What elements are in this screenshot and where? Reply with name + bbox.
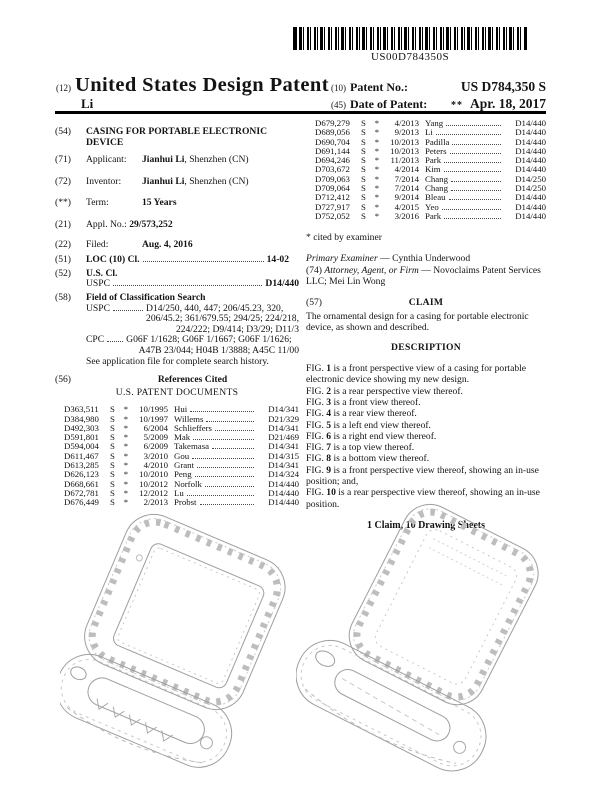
figure-description-line	[306, 431, 546, 442]
ref-patent-number: D694,246	[315, 155, 350, 166]
figure-front-perspective	[60, 496, 298, 798]
fig-prefix: FIG.	[306, 453, 327, 465]
fig-text: is a rear perspective view thereof, showing an in-use position.	[306, 487, 540, 510]
cpc-classes: G06F 1/1628; G06F 1/1667; G06F 1/1626;	[126, 334, 292, 346]
leader-dots	[206, 421, 254, 422]
ref-patent-number: D594,004	[64, 441, 99, 452]
ref-kind-code: S	[361, 127, 366, 138]
ref-patent-number: D691,144	[315, 145, 350, 156]
ref-date: 3/2016	[394, 210, 419, 221]
ref-inventor-name: Willems	[174, 413, 204, 424]
fig-prefix: FIG.	[306, 487, 327, 499]
figure-description-line	[306, 453, 546, 464]
fig-number: 1	[326, 363, 332, 375]
fig-number: 8	[326, 453, 332, 465]
term-label: Term:	[86, 197, 109, 209]
fig-number: 2	[326, 385, 332, 397]
ref-classification: D21/469	[268, 432, 299, 443]
ref-date: 9/2014	[394, 192, 419, 203]
ref-star: *	[374, 201, 380, 212]
uspc-label: USPC	[86, 302, 110, 314]
ref-patent-number: D712,412	[315, 192, 350, 203]
references-heading: References Cited	[157, 374, 228, 386]
field-inventor	[55, 177, 299, 188]
ref-inventor-name: Schlieffers	[174, 422, 212, 433]
ref-inventor-name: Li	[425, 127, 433, 138]
figure-description-line	[306, 420, 546, 431]
ref-inventor-name: Yeo	[425, 201, 439, 212]
field-term	[55, 198, 299, 209]
ref-date: 7/2014	[394, 183, 419, 194]
ref-date: 7/2014	[394, 173, 419, 184]
ref-kind-code: S	[361, 192, 366, 203]
ref-date: 10/1995	[139, 404, 168, 415]
field-code: (71)	[55, 154, 71, 166]
header-right	[331, 79, 546, 113]
ref-patent-number: D690,704	[315, 136, 350, 147]
field-us-cl	[55, 269, 299, 290]
description-heading: DESCRIPTION	[391, 342, 461, 354]
fig-text: is a rear view thereof.	[331, 408, 417, 420]
ref-inventor-name: Chang	[425, 183, 448, 194]
ref-inventor-name: Probst	[174, 497, 197, 508]
leader-dots	[212, 448, 254, 449]
date-label: Date of Patent:	[350, 97, 428, 111]
ref-star: *	[123, 441, 129, 452]
ref-date: 9/2013	[394, 127, 419, 138]
ref-date: 10/2013	[390, 136, 419, 147]
ref-date: 4/2013	[394, 118, 419, 128]
ref-patent-number: D591,801	[64, 432, 99, 443]
leader-dots	[193, 439, 254, 440]
figure-descriptions	[306, 363, 546, 510]
ref-classification: D14/440	[515, 136, 546, 147]
ref-patent-number: D492,303	[64, 422, 99, 433]
ref-inventor-name: Gou	[174, 450, 190, 461]
header-rule	[55, 111, 546, 114]
fig-text: is a top view thereof.	[331, 442, 415, 454]
ref-star: *	[123, 497, 129, 508]
ref-patent-number: D613,285	[64, 460, 99, 471]
date-note: **	[450, 100, 463, 111]
ref-patent-number: D363,511	[64, 404, 99, 415]
patent-no-value: US D784,350 S	[460, 79, 546, 94]
fig-text: is a front perspective view of a casing for portable electronic device showing my new design.	[306, 363, 527, 386]
fig-prefix: FIG.	[306, 442, 327, 454]
inventor-location: , Shenzhen (CN)	[184, 175, 249, 187]
page-title: United States Design Patent	[75, 74, 329, 96]
figure-rear-perspective	[296, 492, 552, 794]
examiner-label: Primary Examiner	[306, 252, 378, 264]
figure-description-line	[306, 442, 546, 453]
field-classification-search	[55, 293, 299, 367]
examiner-name: Cynthia Underwood	[392, 252, 471, 264]
filed-value: Aug. 4, 2016	[142, 238, 193, 250]
header-left	[56, 74, 336, 110]
applicant-location: , Shenzhen (CN)	[184, 154, 249, 166]
patent-number-row	[331, 79, 546, 96]
leader-dots	[444, 218, 501, 219]
ref-classification: D14/341	[268, 422, 299, 433]
ref-star: *	[374, 127, 380, 138]
leader-dots	[446, 125, 501, 126]
ref-kind-code: S	[110, 441, 115, 452]
patent-no-code: (10)	[331, 83, 346, 93]
ref-inventor-name: Hui	[174, 404, 188, 415]
fig-text: is a left end view thereof.	[331, 419, 431, 431]
ref-kind-code: S	[110, 497, 115, 508]
leader-dots	[113, 285, 262, 286]
references-table-right	[306, 119, 546, 221]
ref-classification: D14/324	[268, 469, 299, 480]
leader-dots	[449, 199, 501, 200]
ref-kind-code: S	[361, 118, 366, 128]
ref-kind-code: S	[361, 210, 366, 221]
field-loc	[55, 255, 299, 266]
figure-description-line	[306, 465, 546, 488]
ref-classification: D14/440	[268, 497, 299, 508]
fig-prefix: FIG.	[306, 419, 327, 431]
ref-classification: D14/341	[268, 460, 299, 471]
filed-label: Filed:	[86, 238, 109, 250]
ref-kind-code: S	[110, 460, 115, 471]
kind-code: (12)	[56, 83, 71, 93]
ref-patent-number: D676,449	[64, 497, 99, 508]
ref-date: 12/2012	[139, 487, 168, 498]
ref-date: 11/2013	[390, 155, 419, 166]
field-code: (74)	[306, 265, 322, 277]
ref-date: 4/2010	[143, 460, 168, 471]
ref-star: *	[123, 413, 129, 424]
ref-star: *	[123, 450, 129, 461]
ref-date: 3/2010	[143, 450, 168, 461]
fig-number: 10	[326, 487, 336, 499]
ref-star: *	[374, 164, 380, 175]
inventor-short-name: Li	[81, 96, 94, 111]
inventor-name: Jianhui Li	[142, 175, 185, 187]
field-appl-no	[55, 220, 299, 231]
leader-dots	[192, 458, 254, 459]
ref-classification: D14/440	[515, 145, 546, 156]
fig-number: 6	[326, 430, 332, 442]
ref-inventor-name: Bleau	[425, 192, 446, 203]
ref-star: *	[123, 422, 129, 433]
leader-dots	[197, 467, 254, 468]
ref-kind-code: S	[110, 422, 115, 433]
field-code: (51)	[55, 254, 71, 266]
fig-number: 3	[326, 396, 332, 408]
field-code: (21)	[55, 218, 71, 230]
attorney-label: Attorney, Agent, or Firm	[324, 265, 419, 277]
ref-kind-code: S	[110, 450, 115, 461]
leader-dots	[113, 310, 143, 311]
fig-text: is a right end view thereof.	[331, 430, 437, 442]
ref-classification: D14/440	[515, 164, 546, 175]
ref-star: *	[374, 183, 380, 194]
figure-description-line	[306, 408, 546, 419]
applicant-label: Applicant:	[86, 154, 127, 166]
field-code: (54)	[55, 126, 71, 137]
ref-classification: D14/341	[268, 404, 299, 415]
appl-no-value: 29/573,252	[129, 218, 173, 230]
claim-heading-row	[306, 298, 546, 309]
ref-inventor-name: Mak	[174, 432, 191, 443]
uspc-label: USPC	[86, 278, 110, 290]
fig-prefix: FIG.	[306, 363, 327, 375]
ref-star: *	[123, 478, 129, 489]
loc-label: LOC (10) Cl.	[86, 254, 140, 266]
leader-dots	[451, 190, 501, 191]
ref-kind-code: S	[110, 404, 115, 415]
ref-inventor-name: Norfolk	[174, 478, 202, 489]
ref-patent-number: D384,980	[64, 413, 99, 424]
ref-patent-number: D668,661	[64, 478, 99, 489]
figure-description-line	[306, 363, 546, 386]
field-references	[55, 375, 299, 386]
ref-star: *	[374, 210, 380, 221]
ref-star: *	[374, 136, 380, 147]
ref-patent-number: D709,063	[315, 173, 350, 184]
ref-date: 10/2012	[139, 478, 168, 489]
field-code: (56)	[55, 374, 71, 386]
appl-no-label: Appl. No.:	[86, 218, 127, 230]
ref-classification: D14/440	[515, 210, 546, 221]
cpc-label: CPC	[86, 334, 105, 346]
claim-heading: CLAIM	[408, 296, 444, 308]
us-patent-documents-heading: U.S. PATENT DOCUMENTS	[115, 386, 239, 398]
fig-prefix: FIG.	[306, 385, 327, 397]
ref-kind-code: S	[110, 478, 115, 489]
attorney-name: Novoclaims Patent Services LLC; Mei Lin Wong	[306, 265, 541, 288]
field-code: (**)	[55, 197, 71, 209]
ref-star: *	[374, 192, 380, 203]
leader-dots	[190, 411, 254, 412]
attorney-line	[306, 266, 546, 287]
date-code: (45)	[331, 100, 346, 110]
ref-kind-code: S	[361, 145, 366, 156]
ref-kind-code: S	[361, 183, 366, 194]
ref-date: 10/2010	[139, 469, 168, 480]
leader-dots	[442, 209, 501, 210]
patent-no-label: Patent No.:	[350, 80, 408, 94]
ref-inventor-name: Peters	[425, 145, 447, 156]
uspc-classes: 224/222; D9/414; D3/29; D11/3	[175, 323, 299, 335]
primary-examiner-line	[306, 254, 546, 265]
applicant-name: Jianhui Li	[142, 154, 185, 166]
ref-patent-number: D752,052	[315, 210, 350, 221]
claim-text: The ornamental design for a casing for portable electronic device, as shown and described.	[306, 311, 529, 333]
right-column	[306, 119, 546, 531]
barcode-text: US00D784350S	[370, 51, 450, 63]
fig-prefix: FIG.	[306, 430, 327, 442]
ref-inventor-name: Chang	[425, 173, 448, 184]
ref-star: *	[123, 487, 129, 498]
uspc-classes: D14/250, 440, 447; 206/45.23, 320,	[146, 302, 284, 314]
ref-classification: D14/341	[268, 441, 299, 452]
ref-date: 6/2009	[143, 441, 168, 452]
leader-dots	[436, 134, 501, 135]
field-applicant	[55, 155, 299, 166]
ref-star: *	[374, 173, 380, 184]
us-cl-label: U.S. Cl.	[86, 267, 118, 279]
barcode-icon	[293, 27, 527, 50]
ref-classification: D14/440	[515, 201, 546, 212]
ref-classification: D14/250	[515, 173, 546, 184]
ref-inventor-name: Park	[425, 155, 442, 166]
field-code: (52)	[55, 267, 71, 279]
fig-prefix: FIG.	[306, 396, 327, 408]
ref-inventor-name: Peng	[174, 469, 192, 480]
leader-dots	[107, 341, 123, 342]
ref-classification: D14/440	[515, 192, 546, 203]
ref-star: *	[123, 404, 129, 415]
ref-kind-code: S	[110, 487, 115, 498]
field-code: (57)	[306, 296, 322, 308]
ref-patent-number: D679,279	[315, 118, 350, 128]
ref-patent-number: D689,056	[315, 127, 350, 138]
ref-kind-code: S	[361, 173, 366, 184]
leader-dots	[444, 171, 501, 172]
leader-dots	[215, 430, 254, 431]
field-title	[55, 127, 299, 148]
search-label: Field of Classification Search	[86, 291, 206, 303]
separator: —	[377, 252, 393, 264]
search-history-note: See application file for complete search history.	[86, 355, 269, 367]
ref-inventor-name: Lu	[174, 487, 184, 498]
ref-date: 2/2013	[143, 497, 168, 508]
ref-classification: D21/329	[268, 413, 299, 424]
ref-date: 10/1997	[139, 413, 168, 424]
uspc-classes: 206/45.2; 361/679.55; 294/25; 224/218,	[146, 313, 299, 325]
uspc-value: D14/440	[265, 278, 299, 290]
ref-patent-number: D672,781	[64, 487, 99, 498]
date-value: Apr. 18, 2017	[469, 96, 546, 111]
ref-classification: D14/440	[515, 127, 546, 138]
fig-prefix: FIG.	[306, 464, 327, 476]
fig-text: is a bottom view thereof.	[331, 453, 430, 465]
fig-number: 4	[326, 408, 332, 420]
claims-sheets-note: 1 Claim, 10 Drawing Sheets	[366, 519, 486, 531]
ref-patent-number: D727,917	[315, 201, 350, 212]
ref-inventor-name: Takemasa	[174, 441, 210, 452]
reference-row	[315, 212, 546, 221]
field-code: (72)	[55, 175, 71, 187]
ref-classification: D14/440	[515, 155, 546, 166]
ref-date: 10/2013	[390, 145, 419, 156]
ref-kind-code: S	[361, 201, 366, 212]
ref-patent-number: D709,064	[315, 183, 350, 194]
loc-value: 14-02	[266, 254, 289, 266]
fig-number: 9	[326, 464, 332, 476]
ref-star: *	[374, 145, 380, 156]
separator: —	[418, 265, 434, 277]
fig-number: 5	[326, 419, 332, 431]
ref-star: *	[123, 469, 129, 480]
ref-kind-code: S	[361, 164, 366, 175]
leader-dots	[205, 486, 254, 487]
ref-classification: D14/250	[515, 183, 546, 194]
ref-classification: D14/440	[268, 478, 299, 489]
left-column	[55, 127, 299, 508]
ref-inventor-name: Park	[425, 210, 442, 221]
ref-star: *	[123, 460, 129, 471]
references-table-left	[55, 405, 299, 507]
leader-dots	[195, 476, 254, 477]
ref-date: 5/2009	[143, 432, 168, 443]
ref-patent-number: D703,672	[315, 164, 350, 175]
fig-number: 7	[326, 442, 332, 454]
ref-kind-code: S	[110, 413, 115, 424]
ref-star: *	[374, 118, 380, 128]
ref-classification: D14/440	[515, 118, 546, 128]
term-value: 15 Years	[142, 197, 177, 209]
figure-description-line	[306, 397, 546, 408]
cited-by-examiner-note: * cited by examiner	[306, 232, 382, 244]
ref-patent-number: D611,467	[64, 450, 99, 461]
ref-kind-code: S	[110, 469, 115, 480]
ref-star: *	[374, 155, 380, 166]
leader-dots	[450, 153, 502, 154]
cpc-classes: A47B 23/044; H04B 1/3888; A45C 11/00	[138, 344, 299, 356]
ref-inventor-name: Grant	[174, 460, 195, 471]
ref-classification: D14/315	[268, 450, 299, 461]
field-filed	[55, 240, 299, 251]
ref-classification: D14/440	[268, 487, 299, 498]
inventor-label: Inventor:	[86, 175, 122, 187]
invention-title: CASING FOR PORTABLE ELECTRONIC DEVICE	[86, 126, 267, 148]
field-code: (58)	[55, 291, 71, 303]
fig-text: is a front perspective view thereof, showing an in-use position; and,	[306, 464, 539, 487]
ref-patent-number: D626,123	[64, 469, 99, 480]
fig-text: is a rear perspective view thereof.	[331, 385, 463, 397]
fig-prefix: FIG.	[306, 408, 327, 420]
leader-dots	[451, 181, 501, 182]
ref-kind-code: S	[110, 432, 115, 443]
ref-date: 4/2014	[394, 164, 419, 175]
ref-date: 4/2015	[394, 201, 419, 212]
figure-description-line	[306, 386, 546, 397]
field-code: (22)	[55, 238, 71, 250]
ref-kind-code: S	[361, 155, 366, 166]
ref-star: *	[123, 432, 129, 443]
ref-inventor-name: Yang	[425, 118, 444, 128]
ref-inventor-name: Kim	[425, 164, 441, 175]
leader-dots	[143, 261, 264, 262]
fig-text: is a front view thereof.	[331, 396, 421, 408]
ref-kind-code: S	[361, 136, 366, 147]
ref-inventor-name: Padilla	[425, 136, 450, 147]
leader-dots	[444, 162, 501, 163]
ref-date: 6/2004	[143, 422, 168, 433]
leader-dots	[452, 144, 501, 145]
